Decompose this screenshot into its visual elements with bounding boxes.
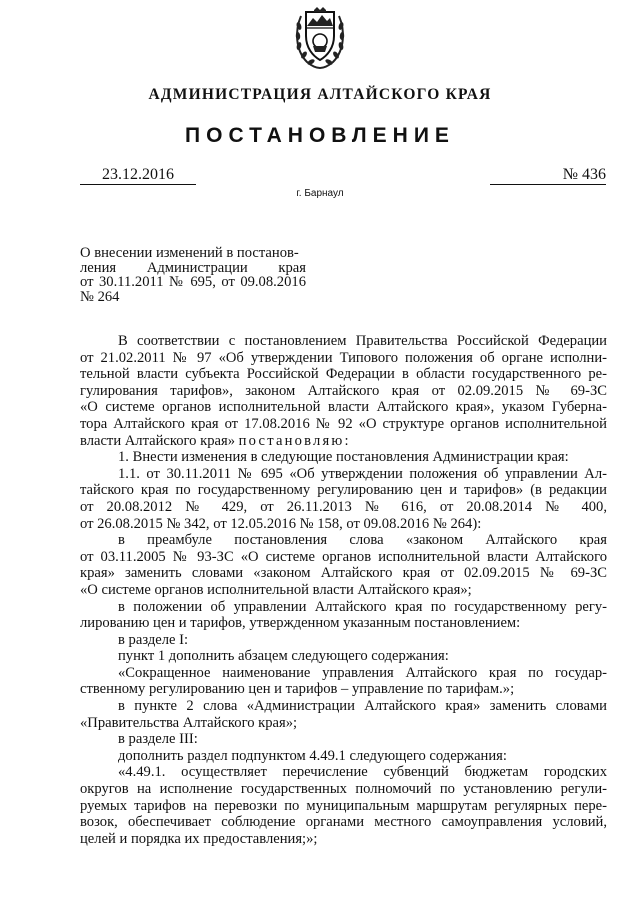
body-line: «4.49.1. осуществляет перечисление субвенций бюджетам городских (118, 764, 607, 781)
body-line: «О системе органов исполнительной власти Алтайского края»; (80, 581, 472, 598)
subject-line: от 30.11.2011 № 695, от 09.08.2016 (80, 274, 306, 290)
document-body (80, 333, 607, 847)
body-line: пункт 1 дополнить абзацем следующего содержания: (118, 648, 449, 665)
body-line-resolve (80, 433, 607, 450)
body-line: тайского края по государственному регулированию цен и тарифов» (в редакции (80, 482, 607, 499)
body-line: в разделе I: (118, 631, 189, 648)
body-line: от 03.11.2005 № 93-ЗС «О системе органов исполнительной власти Алтайского (80, 548, 607, 565)
body-line: 1. Внести изменения в следующие постановления Администрации края: (118, 449, 569, 466)
body-line: «Правительства Алтайского края»; (80, 714, 298, 731)
body-line: от 20.08.2012 № 429, от 26.11.2013 № 616, от 20.08.2014 № 400, (80, 498, 607, 515)
body-line: целей и порядка их предоставления;»; (80, 830, 318, 847)
body-line: края» заменить словами «законом Алтайского края от 02.09.2015 № 69-ЗС (80, 565, 607, 582)
body-line: от 21.02.2011 № 97 «Об утверждении Типового положения об органе исполни- (80, 349, 607, 366)
subject-line: О внесении изменений в постанов- (80, 245, 299, 261)
body-line: тельной власти субъекта Российской Федерации в области государственного ре- (80, 366, 607, 383)
subject-line: № 264 (80, 288, 120, 305)
body-line: в положении об управлении Алтайского края по государственному регу- (118, 598, 607, 615)
organization-name: АДМИНИСТРАЦИЯ АЛТАЙСКОГО КРАЯ (148, 86, 492, 103)
body-line: «Сокращенное наименование управления Алтайского края по государ- (118, 664, 607, 681)
body-line: лированию цен и тарифов, утвержденном указанным постановлением: (80, 615, 521, 632)
body-line: в пункте 2 слова «Администрации Алтайского края» заменить словами (118, 698, 607, 715)
body-line: гулирования тарифов», законом Алтайского края от 02.09.2015 № 69-ЗС (80, 382, 607, 399)
document-title: ПОСТАНОВЛЕНИЕ (185, 124, 455, 147)
body-line: тора Алтайского края от 17.08.2016 № 92 «О структуре органов исполнительной (80, 415, 607, 432)
body-line: «О системе органов исполнительной власти Алтайского края», указом Губерна- (80, 399, 607, 416)
body-line: возок, обеспечивает соблюдение органами местного самоуправления условий, (80, 814, 607, 831)
body-line: в преамбуле постановления слова «законом Алтайского края (118, 532, 607, 549)
body-line: руемых тарифов на перевозки по муниципальным маршрутам регулярных пере- (80, 797, 607, 814)
document-date: 23.12.2016 (80, 166, 196, 185)
subject-line: ления Администрации края (80, 259, 306, 276)
resolve-word: постановляю: (238, 432, 351, 449)
body-line: 1.1. от 30.11.2011 № 695 «Об утверждении положения об управлении Ал- (118, 465, 607, 482)
body-line: ственному регулированию цен и тарифов – управление по тарифам.»; (80, 681, 515, 698)
body-line: в разделе III: (118, 731, 198, 748)
document-number: № 436 (490, 166, 606, 185)
document-subject (80, 246, 306, 304)
body-line: от 26.08.2015 № 342, от 12.05.2016 № 158, от 09.08.2016 № 264): (80, 515, 482, 532)
body-line: власти Алтайского края» (80, 432, 239, 449)
document-city: г. Барнаул (296, 188, 344, 199)
coat-of-arms-icon (293, 6, 347, 72)
body-line: В соответствии с постановлением Правительства Российской Федерации (118, 333, 607, 349)
body-line: дополнить раздел подпунктом 4.49.1 следующего содержания: (118, 747, 507, 764)
body-line: округов на исполнение государственных полномочий по установлению регули- (80, 781, 607, 798)
